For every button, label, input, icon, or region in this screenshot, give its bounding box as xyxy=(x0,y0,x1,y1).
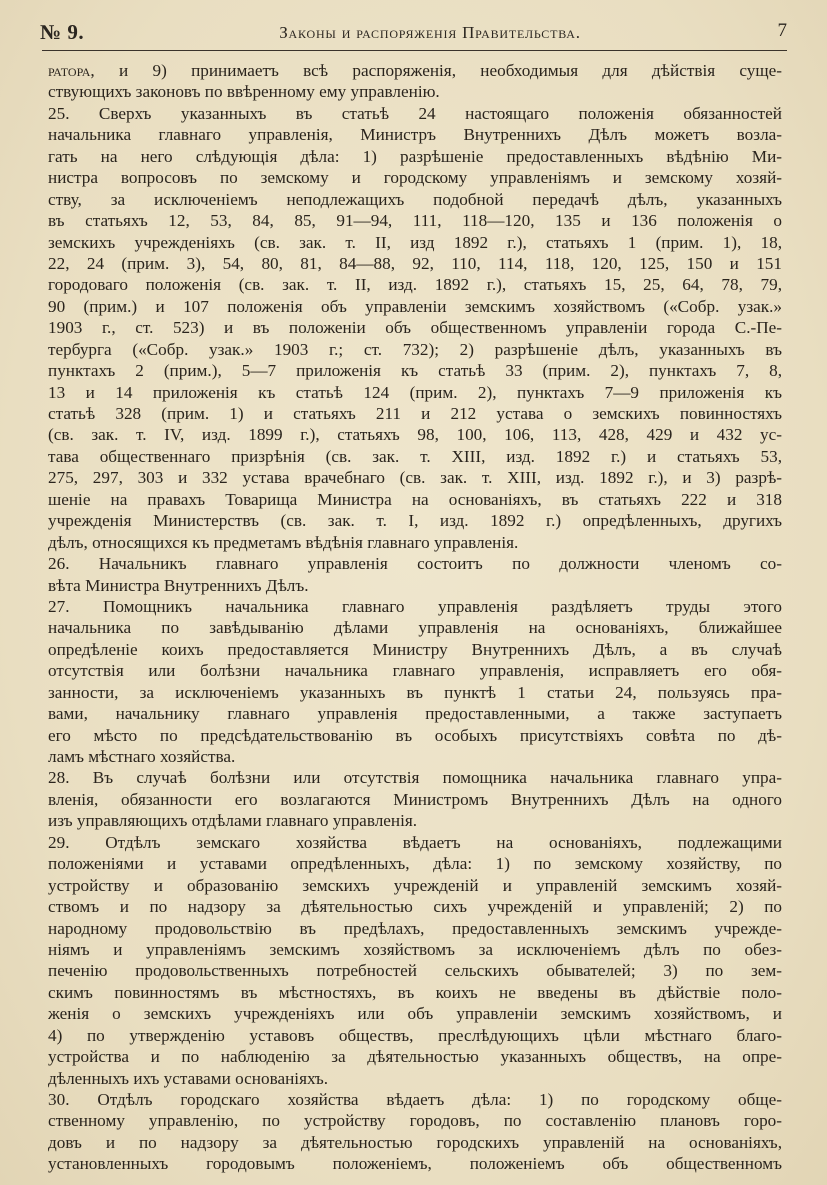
text-line: 28. Въ случаѣ болѣзни или отсутствія помощника начальника главнаго упра- xyxy=(48,768,782,788)
text-line: 13 и 14 приложенія къ статьѣ 124 (прим. 2), пунктахъ 7—9 приложенія къ xyxy=(48,382,782,402)
text-line: вленія, обязанности его возлагаются Министромъ Внутреннихъ Дѣлъ на одного xyxy=(48,789,782,809)
text-line: въ статьяхъ 12, 53, 84, 85, 91—94, 111, 118—120, 135 и 136 положенія о xyxy=(48,211,782,231)
text-line: положеніями и уставами опредѣленныхъ, дѣла: 1) по земскому хозяйству, по xyxy=(48,854,782,874)
document-body xyxy=(48,60,782,1175)
text-line: гать на него слѣдующія дѣла: 1) разрѣшеніе предоставленныхъ вѣдѣнію Ми- xyxy=(48,146,782,166)
text-line: городоваго положенія (св. зак. т. II, изд. 1892 г.), статьяхъ 15, 25, 64, 78, 79, xyxy=(48,275,782,295)
text-line: начальника главнаго управленія, Министръ Внутреннихъ Дѣлъ можетъ возла- xyxy=(48,125,782,145)
text-line: 29. Отдѣлъ земскаго хозяйства вѣдаетъ на основаніяхъ, подлежащими xyxy=(48,832,782,852)
text-line: 4) по утвержденію уставовъ обществъ, преслѣдующихъ цѣли мѣстнаго благо- xyxy=(48,1025,782,1045)
text-line: дѣлъ, относящихся къ предметамъ вѣдѣнія главнаго управленія. xyxy=(48,532,519,552)
text-line: 22, 24 (прим. 3), 54, 80, 81, 84—88, 92, 110, 114, 118, 120, 125, 150 и 151 xyxy=(48,253,782,273)
text-line: начальника по завѣдыванію дѣлами управленія на основаніяхъ, ближайшее xyxy=(48,618,782,638)
running-title: Законы и распоряженія Правительства. xyxy=(279,23,581,42)
running-header xyxy=(40,20,787,48)
text-line: ственному управленію, по устройству городовъ, по составленію плановъ горо- xyxy=(48,1111,782,1131)
text-line: 90 (прим.) и 107 положенія объ управленіи земскимъ хозяйствомъ («Собр. узак.» xyxy=(48,296,782,316)
header-rule xyxy=(42,50,787,51)
text-line: довъ и по надзору за дѣятельностью городскихъ управленій на основаніяхъ, xyxy=(48,1132,782,1152)
text-line: ствующихъ законовъ по ввѣренному ему управленію. xyxy=(48,82,440,102)
issue-number: № 9. xyxy=(40,20,85,44)
text-line: тава общественнаго призрѣнія (св. зак. т. XIII, изд. 1892 г.) и статьяхъ 53, xyxy=(48,446,782,466)
text-line: женія о земскихъ учрежденіяхъ или объ управленіи земскимъ хозяйствомъ, и xyxy=(48,1004,782,1024)
text-line: ствомъ и по надзору за дѣятельностью сихъ учрежденій и управленій; 2) по xyxy=(48,897,782,917)
text-line: устройству и образованію земскихъ учрежденій и управленій земскимъ хозяй- xyxy=(48,875,782,895)
text-line: ратора, и 9) принимаетъ всѣ распоряженія, необходимыя для дѣйствія суще- xyxy=(48,61,782,80)
text-line: вѣта Министра Внутреннихъ Дѣлъ. xyxy=(48,575,309,595)
text-line: занности, за исключеніемъ указанныхъ въ пунктѣ 1 статьи 24, пользуясь пра- xyxy=(48,682,782,702)
text-line: печенію продовольственныхъ потребностей сельскихъ обывателей; 3) по зем- xyxy=(48,961,782,981)
text-line: учрежденія Министерствъ (св. зак. т. I, изд. 1892 г.) опредѣленныхъ, другихъ xyxy=(48,511,782,531)
text-line: ству, за исключеніемъ неподлежащихъ подобной передачѣ дѣлъ, указанныхъ xyxy=(48,189,782,209)
text-line: 275, 297, 303 и 332 устава врачебнаго (св. зак. т. XIII, изд. 1892 г.), и 3) разрѣ- xyxy=(48,468,782,488)
text-line: дѣленныхъ ихъ уставами основаніяхъ. xyxy=(48,1068,329,1088)
text-line: скимъ повинностямъ въ мѣстностяхъ, въ коихъ не введены въ дѣйствіе поло- xyxy=(48,982,782,1002)
text-line: статьѣ 328 (прим. 1) и статьяхъ 211 и 212 устава о земскихъ повинностяхъ xyxy=(48,404,782,423)
text-line: нистра вопросовъ по земскому и городскому управленіямъ и земскому хозяй- xyxy=(48,168,782,188)
text-line: изъ управляющихъ отдѣлами главнаго управленія. xyxy=(48,811,418,831)
text-line: народному продовольствію въ предѣлахъ, предоставленныхъ земскимъ учрежде- xyxy=(48,918,782,938)
text-line: тербурга («Собр. узак.» 1903 г.; ст. 732); 2) разрѣшеніе дѣлъ, указанныхъ въ xyxy=(48,339,782,359)
text-line: отсутствія или болѣзни начальника главнаго управленія, исправляетъ его обя- xyxy=(48,661,782,681)
small-caps-word: ратора xyxy=(48,61,91,80)
text-line: опредѣленіе коихъ предоставляется Министру Внутреннихъ Дѣлъ, а въ случаѣ xyxy=(48,639,782,659)
text-line: земскихъ учрежденіяхъ (св. зак. т. II, изд 1892 г.), статьяхъ 1 (прим. 1), 18, xyxy=(48,232,782,252)
text-line: устройства и по наблюденію за дѣятельностью указанныхъ обществъ, на опре- xyxy=(48,1047,782,1067)
text-line: 30. Отдѣлъ городскаго хозяйства вѣдаетъ дѣла: 1) по городскому обще- xyxy=(48,1090,782,1109)
text-line: ламъ мѣстнаго хозяйства. xyxy=(48,747,236,766)
text-line: (св. зак. т. IV, изд. 1899 г.), статьяхъ 98, 100, 106, 113, 428, 429 и 432 ус- xyxy=(48,425,782,445)
text-line: 27. Помощникъ начальника главнаго управленія раздѣляетъ труды этого xyxy=(48,596,782,616)
text-line: 26. Начальникъ главнаго управленія состоитъ по должности членомъ со- xyxy=(48,554,782,574)
page-number: 7 xyxy=(777,20,787,41)
text-line: шеніе на правахъ Товарища Министра на основаніяхъ, въ статьяхъ 222 и 318 xyxy=(48,489,782,509)
text-line: его мѣсто по предсѣдательствованію въ особыхъ присутствіяхъ совѣта по дѣ- xyxy=(48,725,782,745)
text-line: установленныхъ городовымъ положеніемъ, положеніемъ объ общественномъ xyxy=(48,1154,782,1174)
text-line: пунктахъ 2 (прим.), 5—7 приложенія къ статьѣ 33 (прим. 2), пунктахъ 7, 8, xyxy=(48,361,782,381)
text-line: 25. Сверхъ указанныхъ въ статьѣ 24 настоящаго положенія обязанностей xyxy=(48,103,782,123)
text-line: ніямъ и управленіямъ земскимъ хозяйствомъ за исключеніемъ дѣлъ по обез- xyxy=(48,939,782,959)
text-line: 1903 г., ст. 523) и въ положеніи объ общественномъ управленіи города С.-Пе- xyxy=(48,318,782,338)
text-line: вами, начальнику главнаго управленія предоставленными, а также заступаетъ xyxy=(48,704,782,724)
